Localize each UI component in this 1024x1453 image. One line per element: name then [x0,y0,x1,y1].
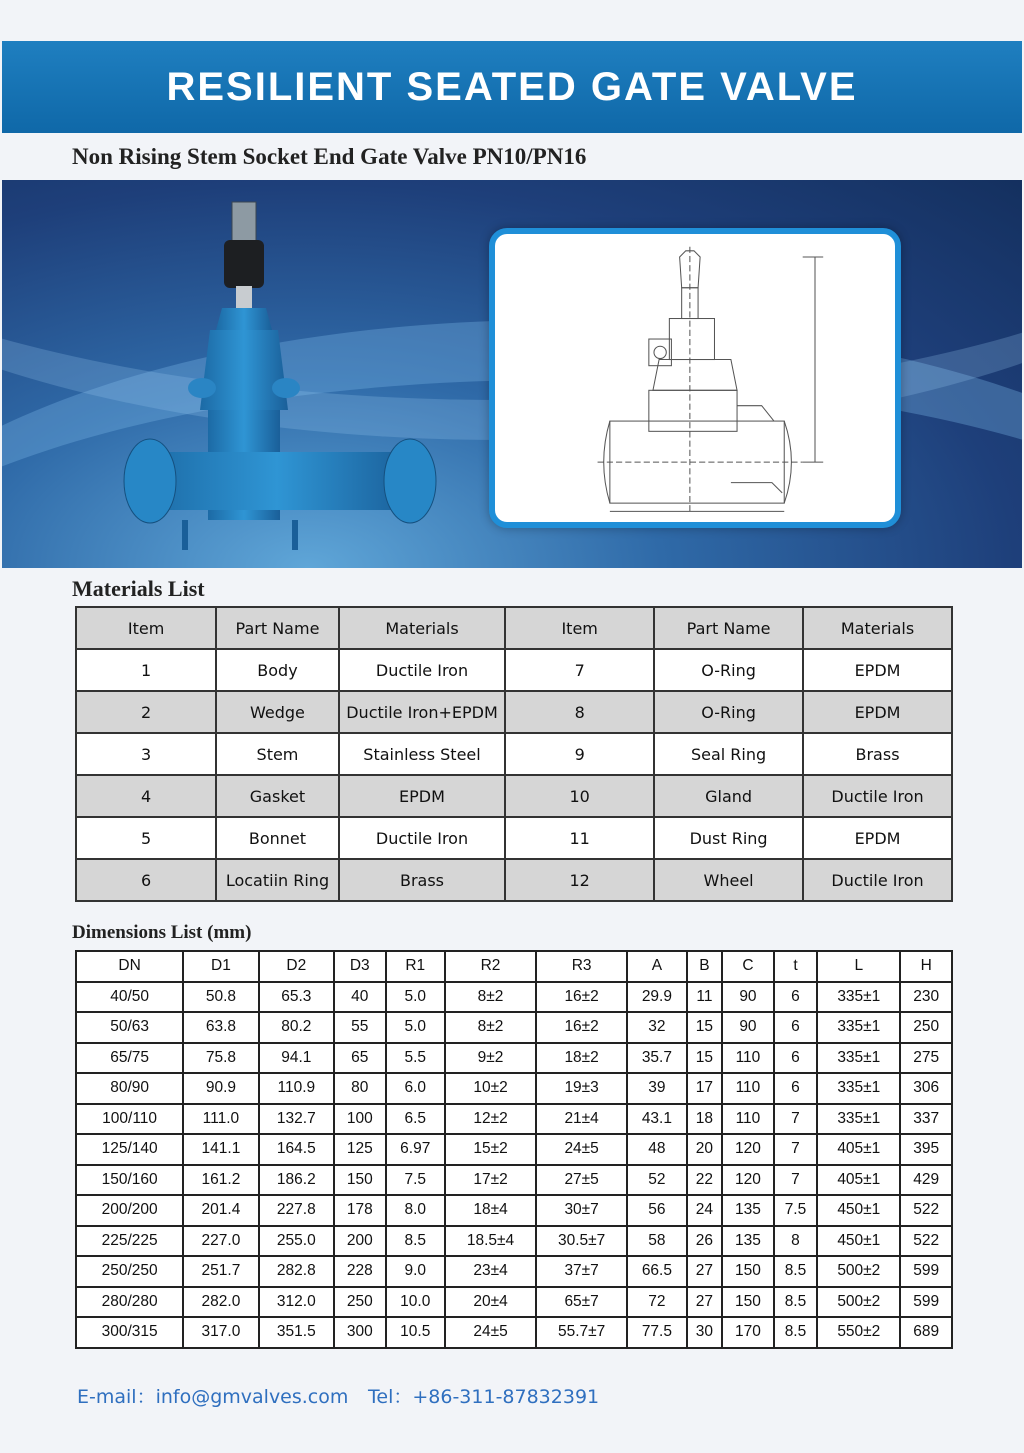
header-cell: D3 [334,951,386,982]
technical-drawing [495,234,895,522]
table-cell: 7 [774,1104,818,1135]
table-cell: 11 [505,817,654,859]
table-cell: EPDM [803,691,952,733]
table-cell: 27 [687,1287,723,1318]
header-cell: H [900,951,952,982]
table-cell: 150 [722,1256,774,1287]
table-cell: 200/200 [76,1195,183,1226]
header-cell: B [687,951,723,982]
table-cell: 27 [687,1256,723,1287]
table-cell: Brass [803,733,952,775]
table-cell: 80/90 [76,1073,183,1104]
page-title: RESILIENT SEATED GATE VALVE [166,64,858,109]
table-cell: 5.5 [386,1043,445,1074]
table-cell: 227.8 [259,1195,334,1226]
table-cell: 10.0 [386,1287,445,1318]
table-cell: 29.9 [627,982,686,1013]
table-cell: 306 [900,1073,952,1104]
table-cell: 125/140 [76,1134,183,1165]
table-cell: 52 [627,1165,686,1196]
table-cell: 300 [334,1317,386,1348]
table-cell: 75.8 [183,1043,258,1074]
table-cell: 7.5 [386,1165,445,1196]
table-cell: 40/50 [76,982,183,1013]
table-cell: Locatiin Ring [216,859,339,901]
table-cell: 8.5 [774,1317,818,1348]
table-cell: 351.5 [259,1317,334,1348]
table-cell: Dust Ring [654,817,803,859]
table-row [76,691,952,733]
table-cell: 120 [722,1165,774,1196]
table-cell: 90 [722,982,774,1013]
table-cell: 110 [722,1104,774,1135]
header-cell: A [627,951,686,982]
table-cell: O-Ring [654,691,803,733]
table-cell: 10 [505,775,654,817]
table-cell: 335±1 [817,1073,900,1104]
table-cell: 5.0 [386,982,445,1013]
table-cell: 3 [76,733,216,775]
table-cell: 335±1 [817,982,900,1013]
dimensions-heading: Dimensions List (mm) [72,922,252,943]
table-row [76,1073,952,1104]
table-cell: 135 [722,1195,774,1226]
table-cell: 27±5 [536,1165,627,1196]
header-cell: R3 [536,951,627,982]
table-row [76,1165,952,1196]
table-cell: 450±1 [817,1226,900,1257]
table-cell: 250/250 [76,1256,183,1287]
table-cell: 80 [334,1073,386,1104]
table-header-row [76,607,952,649]
table-cell: 20 [687,1134,723,1165]
table-cell: 111.0 [183,1104,258,1135]
table-row [76,1104,952,1135]
table-cell: 317.0 [183,1317,258,1348]
table-cell: 30±7 [536,1195,627,1226]
table-cell: 1 [76,649,216,691]
table-cell: 15 [687,1043,723,1074]
table-cell: 335±1 [817,1104,900,1135]
table-row [76,859,952,901]
header-cell: D1 [183,951,258,982]
table-cell: 15±2 [445,1134,536,1165]
table-cell: 250 [900,1012,952,1043]
table-cell: 37±7 [536,1256,627,1287]
header-cell: Part Name [654,607,803,649]
table-cell: 201.4 [183,1195,258,1226]
table-cell: 16±2 [536,982,627,1013]
table-cell: 141.1 [183,1134,258,1165]
header-cell: Materials [803,607,952,649]
table-cell: 132.7 [259,1104,334,1135]
table-cell: 58 [627,1226,686,1257]
table-cell: 21±4 [536,1104,627,1135]
table-cell: 30 [687,1317,723,1348]
table-cell: Ductile Iron [339,817,505,859]
table-cell: 10.5 [386,1317,445,1348]
table-cell: 689 [900,1317,952,1348]
table-cell: Body [216,649,339,691]
table-cell: Wedge [216,691,339,733]
table-cell: 125 [334,1134,386,1165]
table-cell: 275 [900,1043,952,1074]
header-cell: Part Name [216,607,339,649]
table-cell: 24 [687,1195,723,1226]
table-cell: 8±2 [445,1012,536,1043]
table-cell: 337 [900,1104,952,1135]
table-cell: 9.0 [386,1256,445,1287]
table-cell: 50/63 [76,1012,183,1043]
table-cell: 65 [334,1043,386,1074]
table-cell: 6 [774,1012,818,1043]
table-cell: 90.9 [183,1073,258,1104]
table-cell: 100 [334,1104,386,1135]
table-cell: 17 [687,1073,723,1104]
table-cell: Gland [654,775,803,817]
table-cell: 94.1 [259,1043,334,1074]
header-cell: C [722,951,774,982]
table-cell: 225/225 [76,1226,183,1257]
table-cell: 170 [722,1317,774,1348]
table-row [76,1256,952,1287]
table-cell: 550±2 [817,1317,900,1348]
table-cell: 599 [900,1256,952,1287]
table-cell: 282.8 [259,1256,334,1287]
table-cell: EPDM [339,775,505,817]
header-cell: L [817,951,900,982]
table-cell: 65.3 [259,982,334,1013]
table-cell: 429 [900,1165,952,1196]
table-cell: 4 [76,775,216,817]
table-cell: 6 [774,1043,818,1074]
table-cell: 9 [505,733,654,775]
table-cell: 500±2 [817,1287,900,1318]
table-cell: 55.7±7 [536,1317,627,1348]
table-cell: 8 [774,1226,818,1257]
table-cell: Stem [216,733,339,775]
dimensions-table [75,950,953,1349]
table-cell: 22 [687,1165,723,1196]
table-cell: 8.5 [386,1226,445,1257]
table-cell: Brass [339,859,505,901]
table-cell: 63.8 [183,1012,258,1043]
table-cell: 7.5 [774,1195,818,1226]
table-cell: 522 [900,1195,952,1226]
table-cell: 500±2 [817,1256,900,1287]
table-cell: O-Ring [654,649,803,691]
table-cell: 11 [687,982,723,1013]
table-cell: 110 [722,1043,774,1074]
table-cell: 24±5 [536,1134,627,1165]
materials-table [75,606,953,902]
table-cell: 228 [334,1256,386,1287]
table-cell: 522 [900,1226,952,1257]
contact-email: E-mail：info@gmvalves.com [77,1386,349,1408]
table-cell: Gasket [216,775,339,817]
table-cell: 72 [627,1287,686,1318]
table-cell: 6.5 [386,1104,445,1135]
table-cell: 26 [687,1226,723,1257]
table-cell: 7 [774,1165,818,1196]
header-cell: Item [76,607,216,649]
table-cell: 55 [334,1012,386,1043]
table-cell: 17±2 [445,1165,536,1196]
table-cell: 300/315 [76,1317,183,1348]
table-cell: Bonnet [216,817,339,859]
table-cell: 77.5 [627,1317,686,1348]
title-banner [2,41,1022,133]
table-row [76,1287,952,1318]
table-cell: 2 [76,691,216,733]
table-row [76,733,952,775]
table-cell: 6 [774,1073,818,1104]
table-cell: 65±7 [536,1287,627,1318]
table-cell: 186.2 [259,1165,334,1196]
table-cell: 39 [627,1073,686,1104]
table-cell: 6 [774,982,818,1013]
table-cell: 18.5±4 [445,1226,536,1257]
table-cell: 150/160 [76,1165,183,1196]
header-cell: DN [76,951,183,982]
table-row [76,775,952,817]
table-cell: 16±2 [536,1012,627,1043]
table-cell: 90 [722,1012,774,1043]
technical-drawing-frame [489,228,901,528]
table-cell: 18 [687,1104,723,1135]
table-cell: 48 [627,1134,686,1165]
table-cell: 8±2 [445,982,536,1013]
table-cell: 6.97 [386,1134,445,1165]
table-cell: 8.0 [386,1195,445,1226]
hero-banner [2,180,1022,568]
table-cell: 255.0 [259,1226,334,1257]
table-row [76,1317,952,1348]
header-cell: R1 [386,951,445,982]
table-cell: 20±4 [445,1287,536,1318]
table-cell: EPDM [803,649,952,691]
table-cell: 405±1 [817,1134,900,1165]
table-cell: 599 [900,1287,952,1318]
table-cell: 251.7 [183,1256,258,1287]
table-cell: 10±2 [445,1073,536,1104]
table-cell: 335±1 [817,1012,900,1043]
contact-phone: Tel：+86-311-87832391 [368,1386,600,1408]
table-cell: 50.8 [183,982,258,1013]
table-header-row [76,951,952,982]
table-cell: Stainless Steel [339,733,505,775]
table-cell: 280/280 [76,1287,183,1318]
table-cell: Wheel [654,859,803,901]
table-cell: 150 [334,1165,386,1196]
table-cell: 5.0 [386,1012,445,1043]
table-cell: 23±4 [445,1256,536,1287]
table-cell: Ductile Iron+EPDM [339,691,505,733]
table-cell: 164.5 [259,1134,334,1165]
table-cell: 335±1 [817,1043,900,1074]
table-row [76,1012,952,1043]
table-cell: 65/75 [76,1043,183,1074]
table-cell: 40 [334,982,386,1013]
table-cell: 8 [505,691,654,733]
materials-heading: Materials List [72,576,205,601]
table-cell: 7 [505,649,654,691]
table-cell: 18±2 [536,1043,627,1074]
table-cell: 282.0 [183,1287,258,1318]
table-cell: Seal Ring [654,733,803,775]
table-cell: 405±1 [817,1165,900,1196]
table-cell: Ductile Iron [803,775,952,817]
table-cell: 227.0 [183,1226,258,1257]
table-row [76,1195,952,1226]
table-row [76,1226,952,1257]
table-cell: 9±2 [445,1043,536,1074]
table-cell: EPDM [803,817,952,859]
table-cell: 230 [900,982,952,1013]
table-cell: 110.9 [259,1073,334,1104]
table-cell: 178 [334,1195,386,1226]
table-cell: 8.5 [774,1256,818,1287]
table-cell: Ductile Iron [803,859,952,901]
table-cell: 7 [774,1134,818,1165]
header-cell: Materials [339,607,505,649]
table-cell: 120 [722,1134,774,1165]
table-row [76,982,952,1013]
table-cell: 135 [722,1226,774,1257]
header-cell: t [774,951,818,982]
table-cell: 18±4 [445,1195,536,1226]
table-cell: 32 [627,1012,686,1043]
header-cell: R2 [445,951,536,982]
table-row [76,649,952,691]
table-cell: 12 [505,859,654,901]
table-cell: 450±1 [817,1195,900,1226]
table-cell: 80.2 [259,1012,334,1043]
table-cell: 250 [334,1287,386,1318]
table-cell: 200 [334,1226,386,1257]
valve-photo [112,190,472,560]
table-cell: 6 [76,859,216,901]
table-cell: 161.2 [183,1165,258,1196]
table-cell: 15 [687,1012,723,1043]
table-cell: 19±3 [536,1073,627,1104]
table-cell: 30.5±7 [536,1226,627,1257]
table-row [76,817,952,859]
header-cell: D2 [259,951,334,982]
table-cell: 43.1 [627,1104,686,1135]
table-cell: 66.5 [627,1256,686,1287]
table-row [76,1134,952,1165]
table-cell: 5 [76,817,216,859]
header-cell: Item [505,607,654,649]
table-cell: Ductile Iron [339,649,505,691]
table-cell: 100/110 [76,1104,183,1135]
table-cell: 6.0 [386,1073,445,1104]
table-cell: 395 [900,1134,952,1165]
table-cell: 110 [722,1073,774,1104]
product-subtitle: Non Rising Stem Socket End Gate Valve PN10/PN16 [72,144,587,169]
table-cell: 150 [722,1287,774,1318]
table-cell: 35.7 [627,1043,686,1074]
table-cell: 12±2 [445,1104,536,1135]
table-row [76,1043,952,1074]
table-cell: 8.5 [774,1287,818,1318]
table-cell: 56 [627,1195,686,1226]
table-cell: 312.0 [259,1287,334,1318]
table-cell: 24±5 [445,1317,536,1348]
